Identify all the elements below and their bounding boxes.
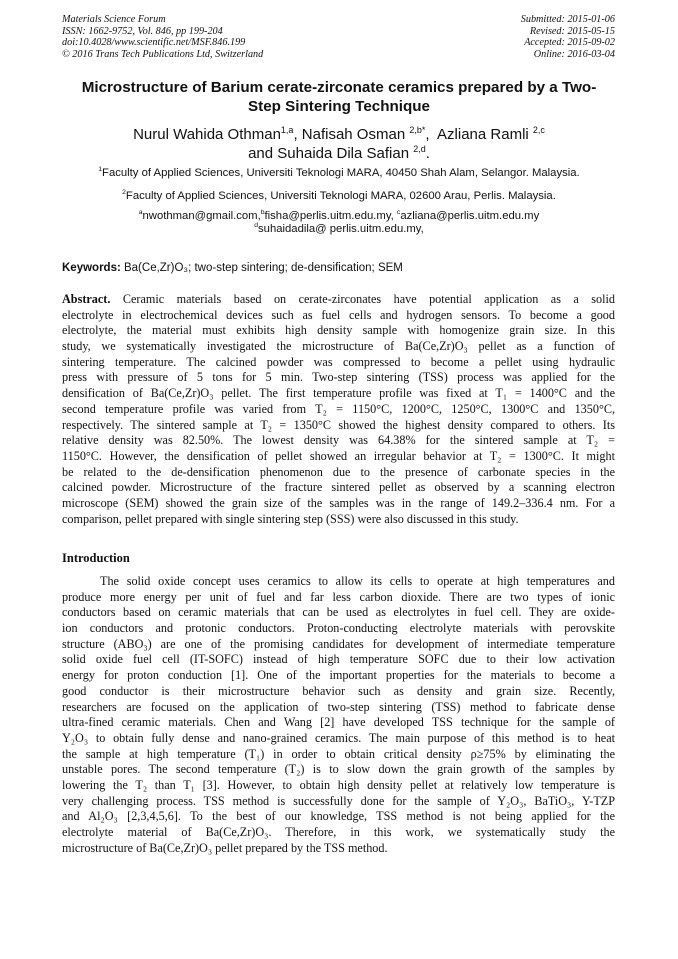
email-sup: d	[254, 222, 259, 230]
author-name: and Suhaida Dila Safian	[248, 145, 414, 162]
intro-line: good conductor is their microstructure behavior such as density and grain size. Recently,	[62, 683, 615, 698]
intro-line: solid oxide fuel cell (IT-SOFC) instead of high temperature SOFC due to their low activation	[62, 652, 615, 667]
abstract-line: electrolyte in electrochemical devices such as fuel cells and hydrogen sensors. To become a good	[62, 307, 615, 322]
journal-name: Materials Science Forum	[62, 14, 166, 25]
keywords-label: Keywords:	[62, 262, 121, 274]
abstract-line: be related to the de-densification phenomenon due to the presence of carbonate species in the	[62, 464, 615, 479]
abstract-line: electrolyte, the material must exhibits high density sample with homogenize grain size. In this	[62, 323, 615, 338]
affiliation-sup: 1	[98, 166, 103, 174]
intro-line: researchers are focused on the application of two-step sintering (TSS) method to fabricate dense	[62, 699, 615, 714]
intro-line: Y₂O₃ to obtain fully dense and nano-grained ceramics. The main purpose of this method is to heat	[62, 730, 615, 745]
email[interactable]: nwothman@gmail.com,	[142, 210, 261, 222]
intro-line: and Al₂O₃ [2,3,4,5,6]. To the best of our knowledge, TSS method is not being applied for the	[62, 809, 615, 824]
separator: ,	[425, 126, 438, 143]
intro-line: very challenging process. TSS method is successfully done for the sample of Y₂O₃, BaTiO₃, Y-TZP	[62, 793, 615, 808]
affiliation-sup: 2	[122, 189, 126, 197]
journal-info	[62, 14, 263, 60]
affiliation-2	[20, 190, 658, 202]
intro-line: the sample at high temperature (T₁) in order to obtain critical density ρ≥75% by eliminating the	[62, 746, 615, 761]
intro-line: unstable pores. The second temperature (T₂) is to slow down the grain growth of the samples by	[62, 762, 615, 777]
publication-dates	[521, 14, 615, 60]
author-list	[40, 125, 638, 163]
author-sup: 2,c	[532, 125, 545, 135]
email-sup: a	[138, 209, 143, 217]
affiliation-1	[20, 167, 658, 179]
abstract-line: 1150°C. However, the densification of pellet showed an irregular behavior at T₂ = 1300°C. It might	[62, 448, 615, 463]
title-line: Microstructure of Barium cerate-zirconate ceramics prepared by a Two-	[81, 79, 597, 96]
affiliation-text: Faculty of Applied Sciences, Universiti Teknologi MARA, 40450 Shah Alam, Selangor. Malaysia.	[102, 167, 580, 179]
abstract-line: sintering temperature. The calcined powder was compressed to become a pellet using hydraulic	[62, 354, 615, 369]
online-date: Online: 2016-03-04	[533, 48, 615, 60]
abstract-line: calcined powder. Microstructure of the fracture sintered pellet as observed by a scanning electron	[62, 480, 615, 495]
abstract-line: densification of Ba(Ce,Zr)O₃ pellet. The first temperature profile was fixed at T₁ = 1400°C and the	[62, 386, 615, 401]
introduction-body	[62, 574, 615, 856]
abstract-line: microscope (SEM) showed the grain size of the samples was in the range of 149.2–336.4 nm. For a	[62, 495, 615, 510]
abstract-text: Ceramic materials based on cerate-zirconates have potential application as a solid	[110, 292, 615, 306]
author-sup: 1,a	[280, 125, 294, 135]
author-sup: 2,b*	[409, 125, 426, 135]
intro-line: lowering the T₂ than T₁ [3]. However, to obtain high density pellet at relatively low temperature is	[62, 777, 615, 792]
intro-line: ion conductors and protonic conductors. Proton-conducting electrolyte materials with perovskite	[62, 621, 615, 636]
affiliation-text: Faculty of Applied Sciences, Universiti Teknologi MARA, 02600 Arau, Perlis. Malaysia.	[125, 190, 556, 202]
title-line: Step Sintering Technique	[248, 98, 430, 115]
email-sup: b	[260, 209, 265, 217]
abstract-line: comparison, pellet prepared with single sintering step (SSS) were also discussed in this study.	[62, 511, 519, 526]
copyright: © 2016 Trans Tech Publications Ltd, Switzerland	[62, 48, 264, 60]
abstract	[62, 292, 615, 527]
author-emails	[40, 210, 638, 236]
paper-title	[40, 78, 638, 116]
author-name: Azliana Ramli	[437, 126, 533, 143]
email[interactable]: suhaidadila@ perlis.uitm.edu.my,	[258, 223, 424, 235]
intro-line: energy for proton conduction [1]. One of the important properties for the materials to become a	[62, 668, 615, 683]
abstract-line: press with pressure of 5 tons for 5 min. Two-step sintering (TSS) process was applied for the	[62, 370, 615, 385]
intro-line: ultra-fined ceramic materials. Chen and Wang [2] have developed TSS technique for the sample of	[62, 715, 615, 730]
abstract-line: respectively. The sintered sample at T₂ = 1350°C showed the highest density compared to others. Its	[62, 417, 615, 432]
abstract-label: Abstract.	[62, 292, 111, 306]
abstract-line: relative density was 82.50%. The lowest density was 64.38% for the sintered sample at T₂ =	[62, 433, 615, 448]
separator: .	[425, 145, 430, 162]
intro-line: structure (ABO₃) are one of the promising candidates for development of intermediate temperature	[62, 636, 615, 651]
revised-date: Revised: 2015-05-15	[529, 25, 615, 37]
intro-line: microstructure of Ba(Ce,Zr)O₃ pellet prepared by the TSS method.	[62, 840, 388, 855]
keywords	[62, 262, 403, 274]
issn: ISSN: 1662-9752, Vol. 846, pp 199-204	[62, 25, 223, 37]
doi: doi:10.4028/www.scientific.net/MSF.846.199	[62, 37, 246, 49]
author-name: Nafisah Osman	[301, 126, 410, 143]
accepted-date: Accepted: 2015-09-02	[524, 37, 615, 49]
separator: ,	[293, 126, 302, 143]
intro-line: The solid oxide concept uses ceramics to allow its cells to operate at high temperatures and	[100, 574, 615, 588]
email-sup: c	[396, 209, 401, 217]
email[interactable]: azliana@perlis.uitm.edu.my	[400, 210, 540, 222]
abstract-line	[62, 292, 615, 308]
abstract-line: study, we systematically investigated the microstructure of Ba(Ce,Zr)O₃ pellet as a function of	[62, 339, 615, 354]
author-name: Nurul Wahida Othman	[133, 126, 281, 143]
submitted-date: Submitted: 2015-01-06	[520, 14, 615, 25]
email[interactable]: fisha@perlis.uitm.edu.my,	[264, 210, 397, 222]
section-heading-introduction: Introduction	[62, 551, 130, 565]
keywords-text: Ba(Ce,Zr)O₃; two-step sintering; de-densification; SEM	[120, 262, 403, 274]
author-sup: 2,d	[413, 144, 426, 154]
abstract-line: second temperature profile was varied from T₂ = 1150°C, 1200°C, 1250°C, 1300°C and 1350°C,	[62, 401, 615, 416]
intro-line: conductors based on ceramic materials that can be used as electrolytes in fuel cell. They are oxide-	[62, 605, 615, 620]
intro-line: produce more energy per unit of fuel and far less carbon dioxide. There are two types of ionic	[62, 589, 615, 604]
intro-line: electrolyte material of Ba(Ce,Zr)O₃. Therefore, in this work, we systematically study the	[62, 825, 615, 839]
